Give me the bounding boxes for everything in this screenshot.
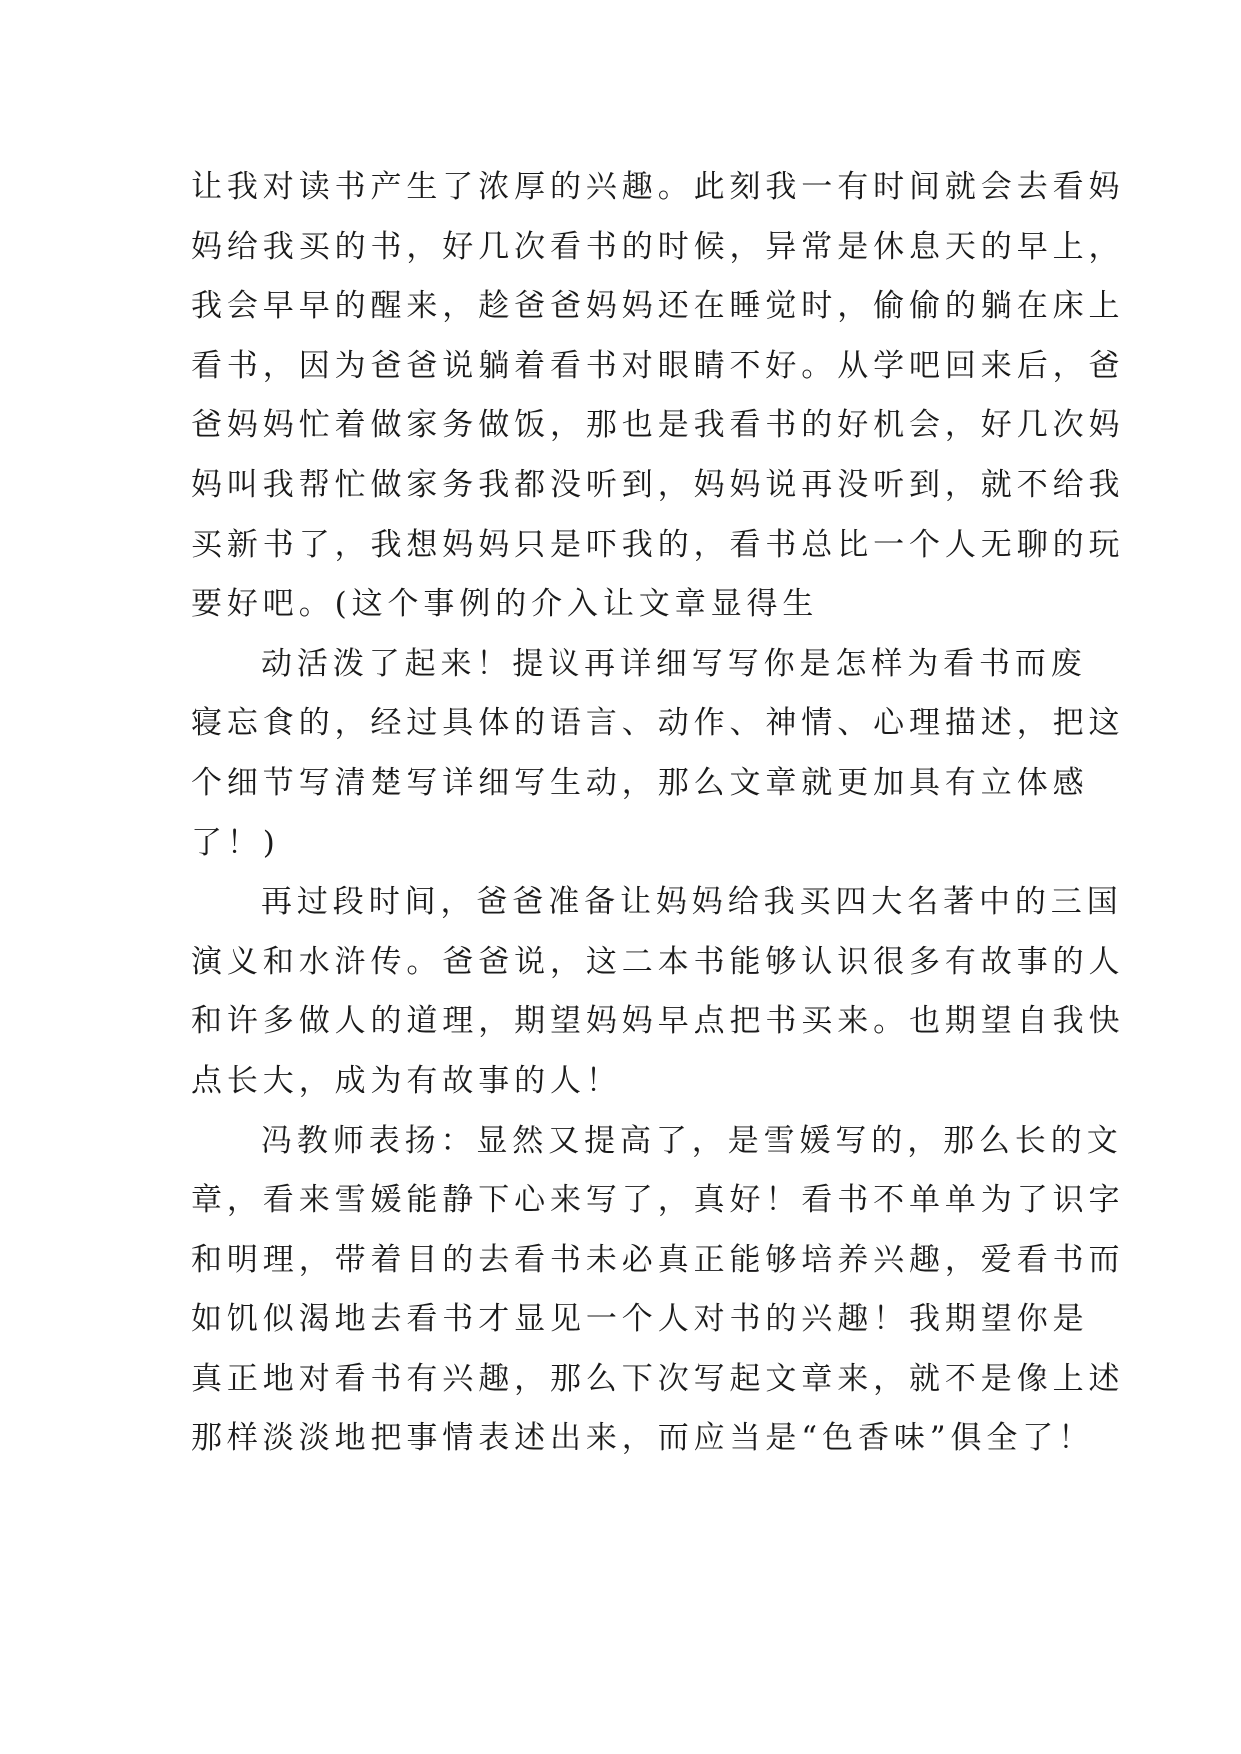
document-body	[191, 158, 1125, 1469]
text-line: 买新书了，我想妈妈只是吓我的，看书总比一个人无聊的玩	[191, 526, 1125, 563]
text-line: 爸妈妈忙着做家务做饭，那也是我看书的好机会，好几次妈	[191, 407, 1125, 444]
text-line: 那样淡淡地把事情表述出来，而应当是“色香味”俱全了！	[191, 1420, 1095, 1457]
text-line: 和许多做人的道理，期望妈妈早点把书买来。也期望自我快	[191, 1003, 1125, 1040]
text-line: 了！)	[191, 824, 280, 861]
text-line: 和明理，带着目的去看书未必真正能够培养兴趣，爱看书而	[191, 1241, 1125, 1278]
text-line: 点长大，成为有故事的人！	[191, 1062, 622, 1099]
text-line: 寝忘食的，经过具体的语言、动作、神情、心理描述，把这	[191, 705, 1125, 742]
text-line: 要好吧。(这个事例的介入让文章显得生	[191, 586, 819, 623]
paragraph-first-line: 动活泼了起来！提议再详细写写你是怎样为看书而废	[261, 645, 1087, 682]
text-line: 个细节写清楚写详细写生动，那么文章就更加具有立体感	[191, 764, 1089, 801]
text-line: 真正地对看书有兴趣，那么下次写起文章来，就不是像上述	[191, 1360, 1125, 1397]
text-line: 妈给我买的书，好几次看书的时候，异常是休息天的早上，	[191, 228, 1125, 265]
paragraph-first-line: 再过段时间，爸爸准备让妈妈给我买四大名著中的三国	[261, 884, 1123, 921]
text-line: 看书，因为爸爸说躺着看书对眼睛不好。从学吧回来后，爸	[191, 347, 1125, 384]
text-line: 妈叫我帮忙做家务我都没听到，妈妈说再没听到，就不给我	[191, 466, 1125, 503]
text-line: 演义和水浒传。爸爸说，这二本书能够认识很多有故事的人	[191, 943, 1125, 980]
text-line: 我会早早的醒来，趁爸爸妈妈还在睡觉时，偷偷的躺在床上	[191, 288, 1125, 325]
text-line: 如饥似渴地去看书才显见一个人对书的兴趣！我期望你是	[191, 1301, 1089, 1338]
text-line: 章，看来雪媛能静下心来写了，真好！看书不单单为了识字	[191, 1182, 1125, 1219]
paragraph-first-line: 冯教师表扬：显然又提高了，是雪媛写的，那么长的文	[261, 1122, 1123, 1159]
text-line: 让我对读书产生了浓厚的兴趣。此刻我一有时间就会去看妈	[191, 169, 1125, 205]
